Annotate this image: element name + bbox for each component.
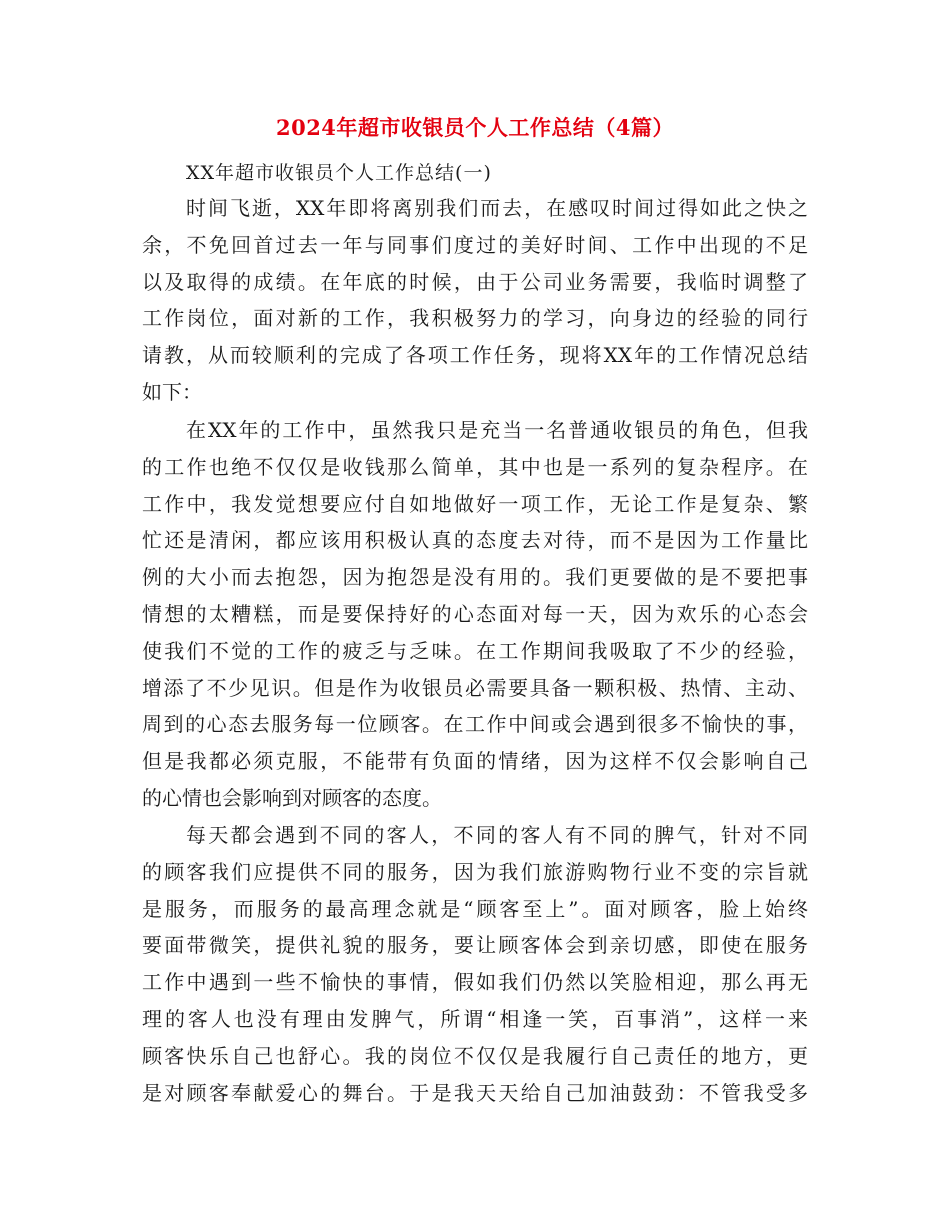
paragraph-line: 忙还是清闲，都应该用积极认真的态度去对待，而不是因为工作量比 <box>142 528 808 553</box>
paragraph-line: 工作中遇到一些不愉快的事情，假如我们仍然以笑脸相迎，那么再无 <box>142 970 808 995</box>
paragraph-1 <box>142 190 808 411</box>
paragraph-line: 以及取得的成绩。在年底的时候，由于公司业务需要，我临时调整了 <box>142 269 808 294</box>
paragraph-line: 请教，从而较顺利的完成了各项工作任务，现将XX年的工作情况总结 <box>142 343 808 368</box>
paragraph-line: 的心情也会影响到对顾客的态度。 <box>142 785 442 810</box>
paragraph-line: 要面带微笑，提供礼貌的服务，要让顾客体会到亲切感，即使在服务 <box>142 933 808 958</box>
paragraph-line: 增添了不少见识。但是作为收银员必需要具备一颗积极、热情、主动、 <box>142 675 808 700</box>
paragraph-line: 理的客人也没有理由发脾气，所谓“相逢一笑，百事消”，这样一来 <box>142 1006 808 1031</box>
document-title: 2024年超市收银员个人工作总结（4篇） <box>275 115 675 140</box>
section-heading: XX年超市收银员个人工作总结(一) <box>186 162 492 184</box>
paragraph-line: 是服务，而服务的最高理念就是“顾客至上”。面对顾客，脸上始终 <box>142 896 808 921</box>
paragraph-2 <box>142 412 808 817</box>
paragraph-line: 但是我都必须克服，不能带有负面的情绪，因为这样不仅会影响自己 <box>142 749 808 774</box>
paragraph-line: 在XX年的工作中，虽然我只是充当一名普通收银员的角色，但我 <box>186 418 808 442</box>
paragraph-line: 的工作也绝不仅仅是收钱那么简单，其中也是一系列的复杂程序。在 <box>142 454 808 479</box>
paragraph-line: 如下： <box>142 379 202 404</box>
paragraph-line: 例的大小而去抱怨，因为抱怨是没有用的。我们更要做的是不要把事 <box>142 565 808 590</box>
paragraph-line: 是对顾客奉献爱心的舞台。于是我天天给自己加油鼓劲：不管我受多 <box>142 1080 808 1105</box>
paragraph-line: 工作岗位，面对新的工作，我积极努力的学习，向身边的经验的同行 <box>142 306 808 331</box>
paragraph-line: 工作中，我发觉想要应付自如地做好一项工作，无论工作是复杂、繁 <box>142 491 808 516</box>
paragraph-line: 情想的太糟糕，而是要保持好的心态面对每一天，因为欢乐的心态会 <box>142 601 808 626</box>
paragraph-line: 顾客快乐自己也舒心。我的岗位不仅仅是我履行自己责任的地方，更 <box>142 1043 808 1068</box>
paragraph-line: 时间飞逝，XX年即将离别我们而去，在感叹时间过得如此之快之 <box>186 196 808 220</box>
paragraph-line: 每天都会遇到不同的客人，不同的客人有不同的脾气，针对不同 <box>186 823 808 847</box>
paragraph-3 <box>142 817 808 1111</box>
paragraph-line: 周到的心态去服务每一位顾客。在工作中间或会遇到很多不愉快的事， <box>142 712 808 737</box>
paragraph-line: 使我们不觉的工作的疲乏与乏味。在工作期间我吸取了不少的经验， <box>142 638 808 663</box>
paragraph-line: 余，不免回首过去一年与同事们度过的美好时间、工作中出现的不足 <box>142 232 808 257</box>
paragraph-line: 的顾客我们应提供不同的服务，因为我们旅游购物行业不变的宗旨就 <box>142 859 808 884</box>
